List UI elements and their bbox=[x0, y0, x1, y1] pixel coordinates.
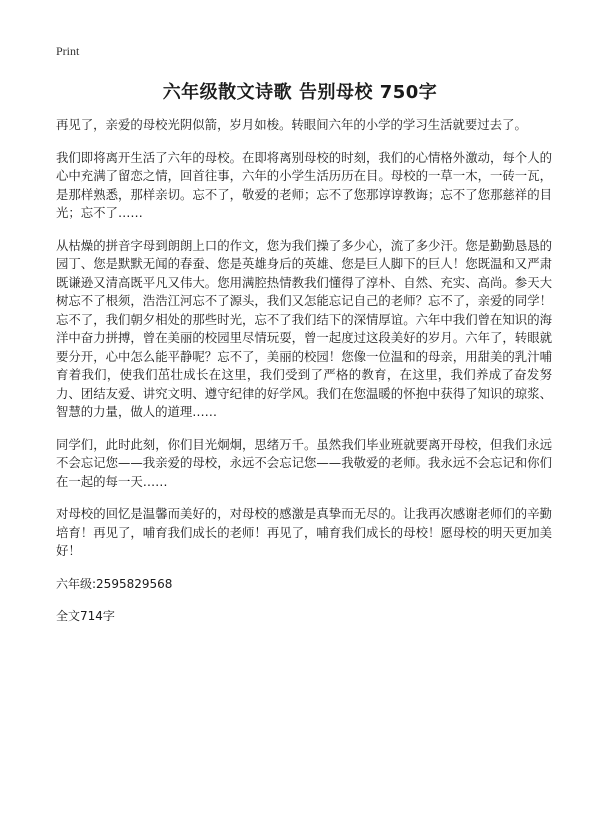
print-link[interactable]: Print bbox=[56, 44, 80, 58]
paragraph: 我们即将离开生活了六年的母校。在即将离别母校的时刻，我们的心情格外激动，每个人的心中充满了留恋之情，回首往事，六年的小学生活历历在目。母校的一草一木，一砖一瓦，是那样熟悉，那样亲切。忘不了，敬爱的老师；忘不了您那谆谆教诲；忘不了您那慈祥的目光；忘不了…… bbox=[56, 149, 552, 220]
paragraph: 从枯燥的拼音字母到朗朗上口的作文，您为我们操了多少心，流了多少汗。您是勤勤恳恳的园丁、您是默默无闻的春蚕、您是英雄身后的英雄、您是巨人脚下的巨人！您既温和又严肃既谦逊又清高既平凡又伟大。您用满腔热情教我们懂得了淳朴、自然、充实、高尚。参天大树忘不了根须，浩浩江河忘不了源头，我们又怎能忘记自己的老师？忘不了，亲爱的同学！忘不了，我们朝夕相处的那些时光，忘不了我们结下的深情厚谊。六年中我们曾在知识的海洋中奋力拼搏，曾在美丽的校园里尽情玩耍，曾一起度过这段美好的岁月。六年了，转眼就要分开，心中怎么能平静呢？忘不了，美丽的校园！您像一位温和的母亲，用甜美的乳汁哺育着我们，使我们茁壮成长在这里，我们受到了严格的教育，在这里，我们养成了奋发努力、团结友爱、讲究文明、遵守纪律的好学风。我们在您温暖的怀抱中获得了知识的琼浆、智慧的力量，做人的道理…… bbox=[56, 237, 552, 419]
article-title: 六年级散文诗歌 告别母校 750字 bbox=[162, 82, 438, 103]
grade-id-line: 六年级:2595829568 bbox=[56, 576, 173, 591]
paragraph: 对母校的回忆是温馨而美好的，对母校的感激是真挚而无尽的。让我再次感谢老师们的辛勤培育！再见了，哺育我们成长的老师！再见了，哺育我们成长的母校！愿母校的明天更加美好！ bbox=[56, 506, 552, 558]
paragraph: 再见了，亲爱的母校光阴似箭，岁月如梭。转眼间六年的小学的学习生活就要过去了。 bbox=[56, 117, 527, 132]
article-body bbox=[56, 116, 552, 639]
paragraph: 同学们，此时此刻，你们目光炯炯，思绪万千。虽然我们毕业班就要离开母校，但我们永远不会忘记您——我亲爱的母校，永远不会忘记您——我敬爱的老师。我永远不会忘记和你们在一起的每一天…… bbox=[56, 436, 552, 489]
word-count-line: 全文714字 bbox=[56, 608, 115, 623]
